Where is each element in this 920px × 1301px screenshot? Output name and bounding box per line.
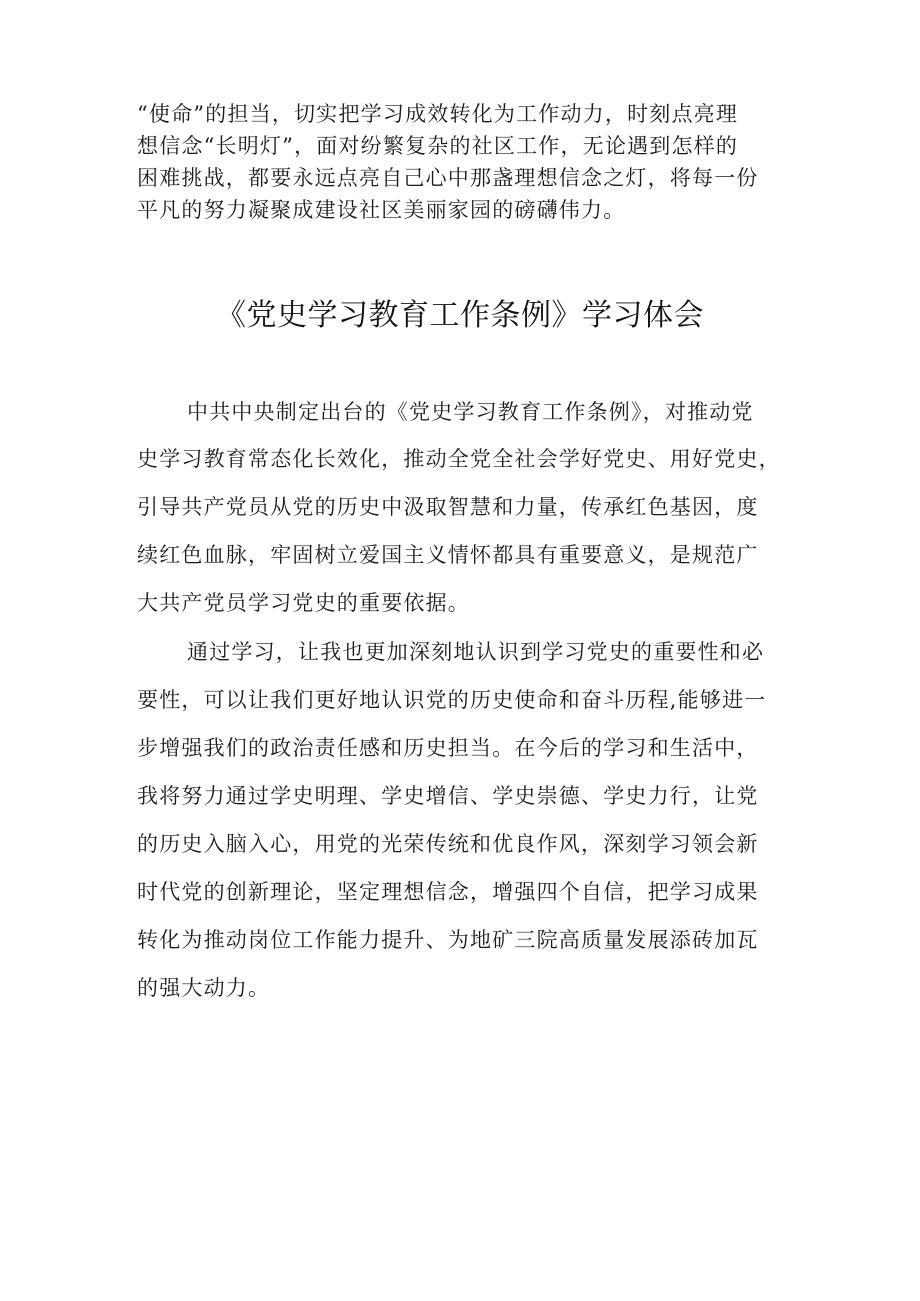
top-paragraph-line: 想信念“长明灯”，面对纷繁复杂的社区工作，无论遇到怎样的	[137, 134, 739, 158]
top-paragraph-line: “使命”的担当，切实把学习成效转化为工作动力，时刻点亮理	[137, 102, 739, 126]
paragraph-line: 转化为推动岗位工作能力提升、为地矿三院高质量发展添砖加瓦	[137, 928, 759, 952]
paragraph-line: 要性，可以让我们更好地认识党的历史使命和奋斗历程,能够进一	[137, 688, 767, 712]
paragraph-line: 中共中央制定出台的《党史学习教育工作条例》，对推动党	[187, 400, 754, 424]
paragraph-line: 大共产党员学习党史的重要依据。	[137, 591, 470, 615]
paragraph-line: 的历史入脑入心，用党的光荣传统和优良作风，深刻学习领会新	[137, 832, 759, 856]
paragraph-line: 步增强我们的政治责任感和历史担当。在今后的学习和生活中，	[137, 736, 759, 760]
top-paragraph-line: 平凡的努力凝聚成建设社区美丽家园的磅礴伟力。	[137, 198, 626, 222]
paragraph-line: 引导共产党员从党的历史中汲取智慧和力量，传承红色基因，度	[137, 495, 759, 519]
document-title: 《党史学习教育工作条例》学习体会	[216, 298, 704, 333]
paragraph-line: 史学习教育常态化长效化，推动全党全社会学好党史、用好党史，	[137, 447, 781, 471]
paragraph-line: 的强大动力。	[137, 976, 271, 1000]
paragraph-line: 时代党的创新理论，坚定理想信念，增强四个自信，把学习成果	[137, 880, 759, 904]
paragraph-line: 我将努力通过学史明理、学史增信、学史崇德、学史力行，让党	[137, 784, 759, 808]
paragraph-line: 通过学习，让我也更加深刻地认识到学习党史的重要性和必	[187, 640, 765, 664]
paragraph-line: 续红色血脉，牢固树立爱国主义情怀都具有重要意义，是规范广	[137, 543, 759, 567]
top-paragraph-line: 困难挑战，都要永远点亮自己心中那盏理想信念之灯，将每一份	[137, 166, 759, 190]
